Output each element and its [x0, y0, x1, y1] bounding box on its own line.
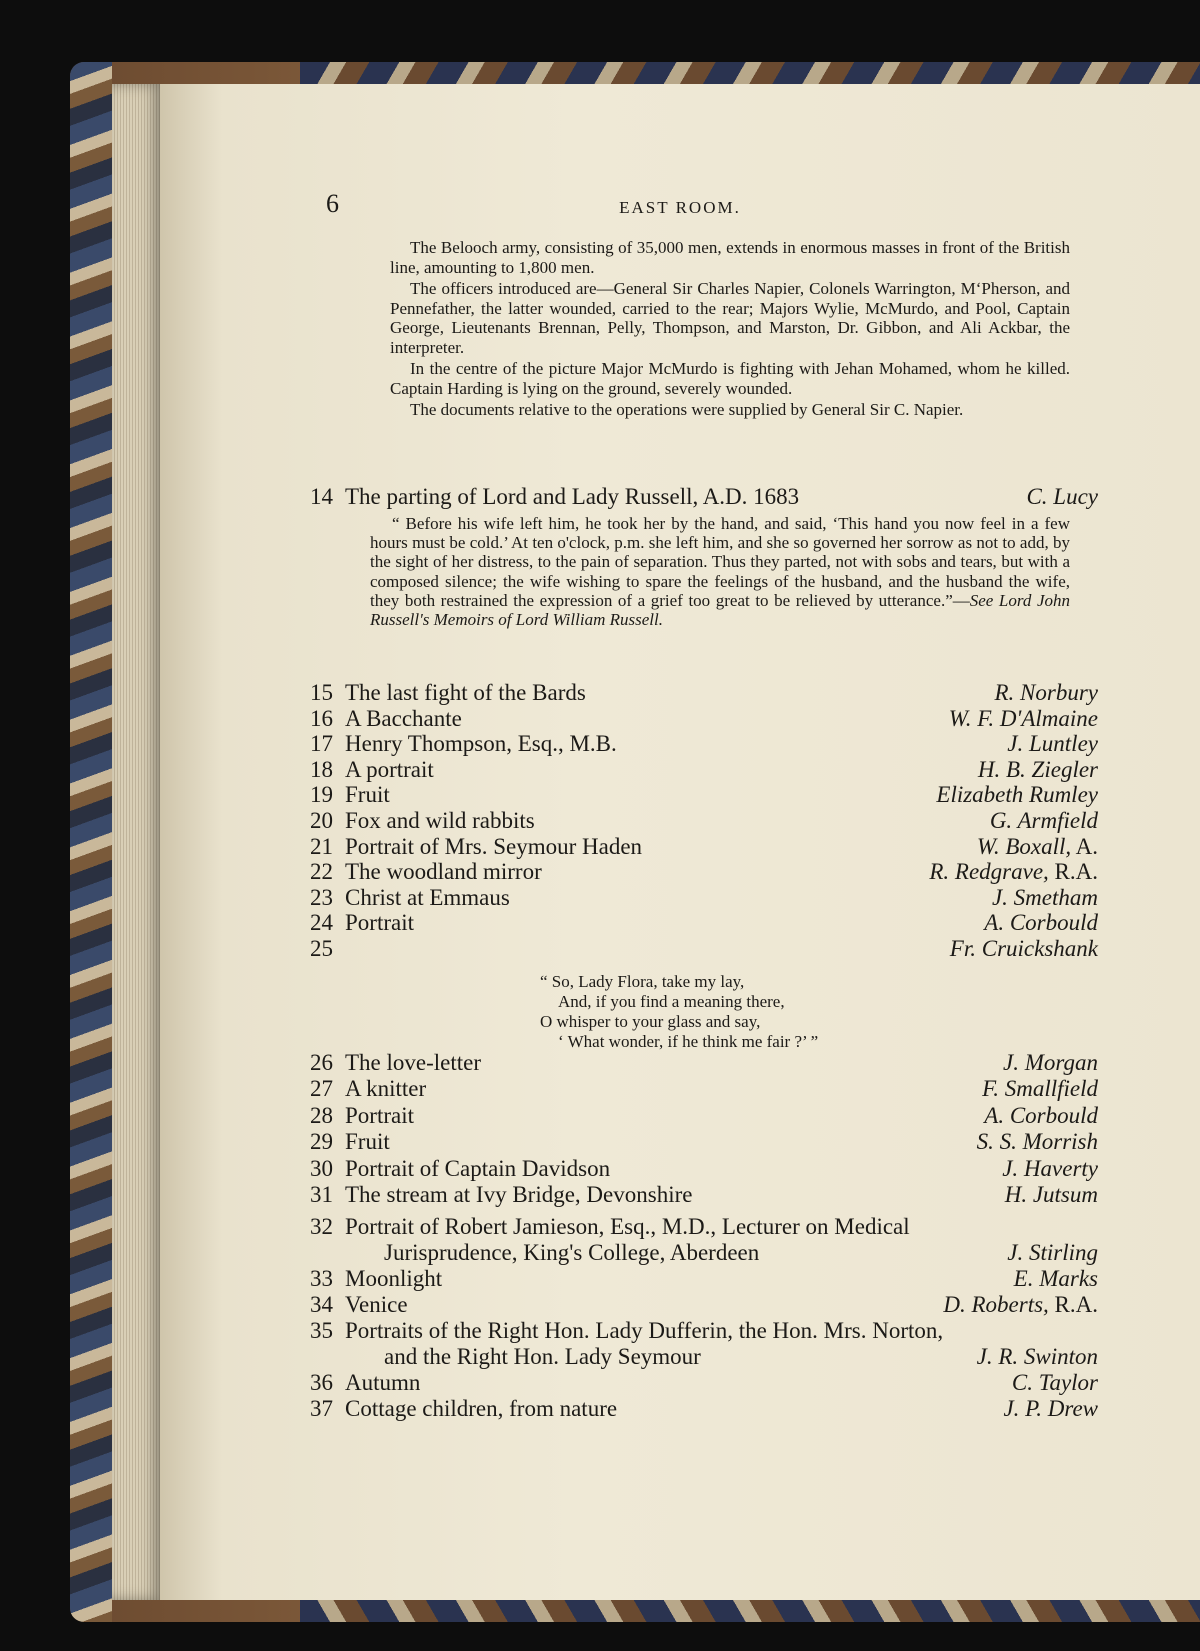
entry-14-quote [370, 514, 1070, 629]
description-paragraph: The documents relative to the operations were supplied by General Sir C. Napier. [410, 400, 964, 419]
artist-name: S. S. Morrish [976, 1129, 1098, 1155]
artist-name: J. Luntley [1007, 731, 1098, 757]
catalogue-entry [160, 1292, 1200, 1318]
verse-line: O whisper to your glass and say, [540, 1012, 761, 1031]
entry-artist [936, 782, 1098, 808]
entry-number: 37 [310, 1396, 333, 1421]
entry-title: The parting of Lord and Lady Russell, A.D. 1683 [345, 484, 800, 509]
entry-number: 27 [310, 1076, 333, 1102]
catalogue-entry-32 [160, 1214, 1200, 1240]
artist-honorific: R.A. [1048, 1292, 1098, 1317]
entry-title: Cottage children, from nature [345, 1396, 618, 1421]
artist-name: R. Norbury [994, 680, 1098, 705]
catalogue-entry-14 [160, 484, 1200, 510]
catalogue-entry [160, 757, 1200, 783]
entry-number: 33 [310, 1266, 333, 1291]
catalogue-entry-35 [160, 1318, 1200, 1344]
entry-artist [977, 1129, 1098, 1155]
artist-honorific: A. [1071, 833, 1098, 859]
artist-name: H. Jutsum [1004, 1182, 1098, 1207]
entry-number: 34 [310, 1292, 333, 1317]
catalogue-entry [160, 1050, 1200, 1076]
entry-title: Portraits of the Right Hon. Lady Dufferin, the Hon. Mrs. Norton, [345, 1318, 944, 1343]
entry-number: 16 [310, 705, 333, 731]
artist-name: A. Corbould [984, 1102, 1098, 1128]
entry-title: The woodland mirror [345, 859, 542, 885]
marbled-edge [70, 62, 112, 1622]
catalogue-entry [160, 1103, 1200, 1129]
entry-title: The stream at Ivy Bridge, Devonshire [345, 1182, 693, 1207]
entry-artist [1005, 1182, 1098, 1208]
entry-number: 36 [310, 1370, 333, 1395]
entry-number: 29 [310, 1129, 333, 1155]
entry-number: 19 [310, 782, 333, 808]
catalogue-entry [160, 834, 1200, 860]
entry-artist [950, 936, 1098, 962]
description-paragraph: The Belooch army, consisting of 35,000 men, extends in enormous masses in front of the British line, amounting to 1,800 men. [390, 238, 1070, 277]
entry-artist [1012, 1370, 1098, 1396]
entry-number: 22 [310, 859, 333, 885]
entry-artist [978, 757, 1098, 783]
entry-title-continued: Jurisprudence, King's College, Aberdeen [384, 1240, 760, 1265]
entry-artist [929, 859, 1098, 885]
entry-artist: J. Stirling [1007, 1240, 1098, 1265]
artist-name: J. P. Drew [1003, 1396, 1098, 1421]
page-top-edge [300, 62, 1200, 86]
entry-number: 31 [310, 1182, 333, 1207]
entry-artist [1007, 731, 1098, 757]
catalogue-entry [160, 885, 1200, 911]
artist-name: D. Roberts, [943, 1292, 1049, 1317]
catalogue-entry [160, 1266, 1200, 1292]
catalogue-entry [160, 1129, 1200, 1155]
artist-name: R. Redgrave, [929, 859, 1049, 885]
verse-line: “ So, Lady Flora, take my lay, [540, 972, 745, 991]
catalogue-entry [160, 1076, 1200, 1102]
entry-number: 15 [310, 680, 333, 705]
catalogue-entry [160, 731, 1200, 757]
running-head: EAST ROOM. [619, 198, 741, 217]
entry-title: Fox and wild rabbits [345, 808, 535, 833]
entry-number: 14 [310, 484, 333, 509]
entry-title: Moonlight [345, 1266, 443, 1291]
entry-artist [995, 680, 1099, 706]
entry-title: Henry Thompson, Esq., M.B. [345, 731, 617, 757]
entry-title: The love-letter [345, 1050, 482, 1075]
artist-name: J. Morgan [1003, 1050, 1098, 1075]
verse-line: ‘ What wonder, if he think me fair ?’ ” [558, 1032, 819, 1051]
artist-name: H. B. Ziegler [977, 756, 1098, 782]
catalogue-entry-32-continued [160, 1240, 1200, 1266]
book-page [160, 84, 1200, 1600]
artist-name: F. Smallfield [982, 1076, 1098, 1102]
catalogue-entry [160, 1182, 1200, 1208]
entry-title: Portrait of Robert Jamieson, Esq., M.D., Lecturer on Medical [345, 1214, 910, 1239]
artist-honorific: R.A. [1048, 859, 1098, 885]
entry-title: Venice [345, 1292, 408, 1317]
entry-title: Portrait of Captain Davidson [345, 1155, 611, 1181]
artist-name: C. Taylor [1011, 1370, 1098, 1395]
artist-name: W. Boxall, [976, 833, 1072, 859]
entry-number: 30 [310, 1155, 333, 1181]
entry-number: 23 [310, 884, 333, 910]
artist-name: E. Marks [1013, 1266, 1098, 1291]
entry-number: 18 [310, 756, 333, 782]
entry-artist [949, 706, 1098, 732]
catalogue-entry [160, 859, 1200, 885]
verse-quotation [540, 972, 818, 1052]
entry-artist: C. Lucy [1026, 484, 1098, 509]
entry-number: 32 [310, 1214, 333, 1239]
catalogue-entry [160, 910, 1200, 936]
catalogue-entry [160, 680, 1200, 706]
catalogue-entry [160, 1156, 1200, 1182]
entry-number: 17 [310, 731, 333, 757]
catalogue-entry [160, 1370, 1200, 1396]
entry-title: A Bacchante [345, 705, 462, 731]
entry-title: Fruit [345, 782, 390, 808]
entry-13-description [390, 238, 1070, 420]
entry-title: Christ at Emmaus [345, 884, 510, 910]
entry-artist [990, 808, 1098, 834]
entry-title: Portrait [345, 1102, 414, 1128]
entry-title: Fruit [345, 1129, 390, 1155]
catalogue-entry-35-continued [160, 1344, 1200, 1370]
entry-number: 28 [310, 1102, 333, 1128]
entry-number: 21 [310, 833, 333, 859]
artist-name: G. Armfield [989, 808, 1098, 833]
catalogue-entry [160, 706, 1200, 732]
entry-artist [1003, 1396, 1098, 1422]
entry-artist [984, 910, 1098, 936]
artist-name: J. Haverty [1002, 1155, 1098, 1181]
entry-title: Autumn [345, 1370, 421, 1395]
quote-source: See Lord John Russell's Memoirs of Lord William Russell. [370, 590, 1070, 630]
entry-artist [1014, 1266, 1098, 1292]
page-number: 6 [326, 189, 339, 218]
description-paragraph: The officers introduced are—General Sir Charles Napier, Colonels Warrington, M‘Pherson, and Pennefather, the latter wounded, carried to the rear; Majors Wylie, McMurdo, and Pool, Captain George, Lieutenants Brennan, Pelly, Thompson, and Marston, Dr. Gibbon, and Ali Ackbar, the interpreter. [390, 279, 1070, 357]
entry-number: 25 [310, 936, 333, 961]
entry-title: Portrait of Mrs. Seymour Haden [345, 833, 643, 859]
entry-number: 24 [310, 910, 333, 936]
entry-artist [943, 1292, 1098, 1318]
entry-artist [984, 1103, 1098, 1129]
artist-name: W. F. D'Almaine [948, 705, 1098, 731]
artist-name: Fr. Cruickshank [949, 936, 1098, 961]
entry-title: A portrait [345, 756, 434, 782]
entry-artist [1003, 1050, 1098, 1076]
entry-artist [977, 834, 1098, 860]
entry-artist [982, 1076, 1098, 1102]
entry-title-continued: and the Right Hon. Lady Seymour [384, 1344, 701, 1369]
entry-title: The last fight of the Bards [345, 680, 586, 705]
artist-name: A. Corbould [984, 910, 1098, 936]
catalogue-entry [160, 1396, 1200, 1422]
entry-title: A knitter [345, 1076, 427, 1102]
entry-artist: J. R. Swinton [976, 1344, 1098, 1369]
artist-name: Elizabeth Rumley [936, 782, 1098, 808]
entry-artist [1002, 1156, 1098, 1182]
catalogue-entry [160, 808, 1200, 834]
catalogue-entry [160, 782, 1200, 808]
page-leaves [112, 84, 162, 1600]
entry-title: Portrait [345, 910, 414, 936]
entry-artist [992, 885, 1098, 911]
page-bottom-edge [300, 1600, 1200, 1622]
entry-number: 35 [310, 1318, 333, 1343]
description-paragraph: In the centre of the picture Major McMurdo is fighting with Jehan Mohamed, whom he killed. Captain Harding is lying on the ground, severely wounded. [390, 359, 1070, 398]
verse-line: And, if you find a meaning there, [558, 992, 785, 1011]
catalogue-entry [160, 936, 1200, 962]
quote-text: “ Before his wife left him, he took her by the hand, and said, ‘This hand you now feel in a few hours must be cold.’ At ten o'clock, p.m. she left him, and she so governed her sorrow as not to add, by the sight of her distress, to the pain of separation. Thus they parted, not with sobs and tears, but with a composed silence; the wife wishing to spare the feelings of the husband, and the husband the wife, they both restrained the expression of a grief too great to be relieved by utterance.”— [370, 514, 1070, 610]
entry-number: 20 [310, 808, 333, 833]
artist-name: J. Smetham [991, 884, 1098, 910]
entry-number: 26 [310, 1050, 333, 1075]
